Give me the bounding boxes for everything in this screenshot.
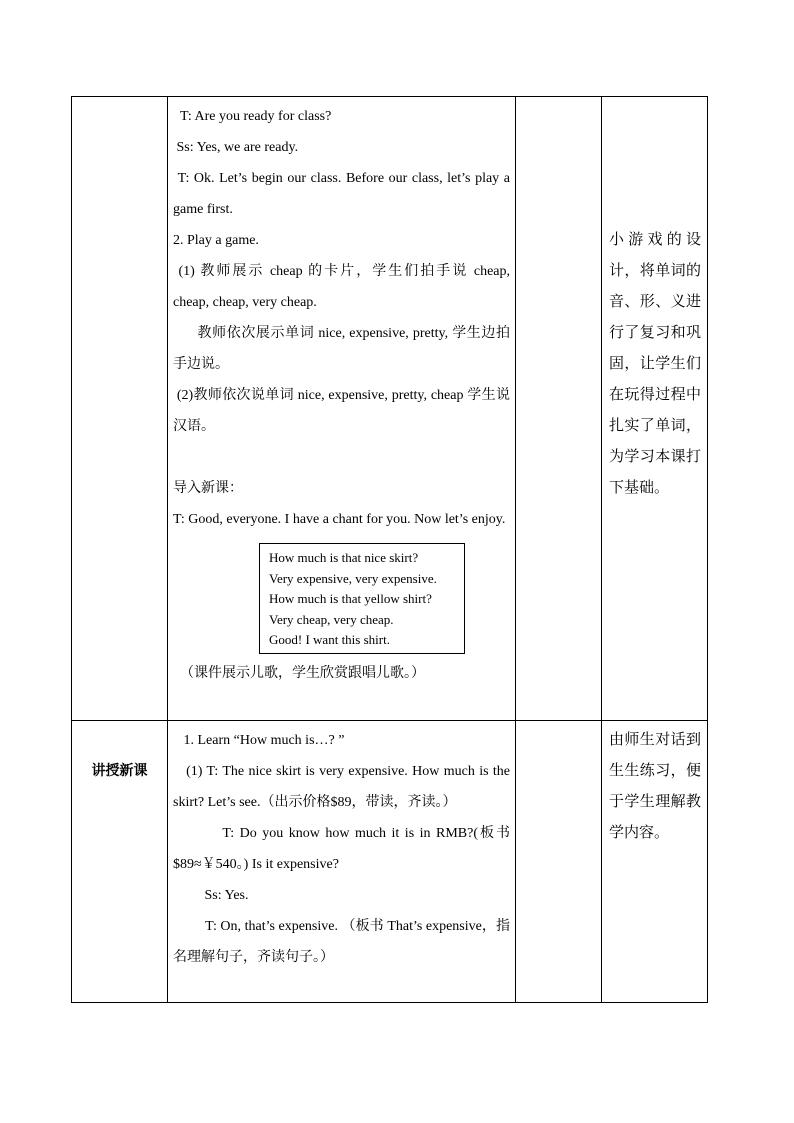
stage-cell — [72, 721, 168, 1003]
chant-line: Very cheap, very cheap. — [269, 611, 394, 627]
step-line: T: Good, everyone. I have a chant for you. Now let’s enjoy. — [173, 512, 506, 527]
table-row — [72, 97, 708, 721]
teaching-steps — [168, 97, 515, 689]
lesson-plan-table — [71, 96, 708, 1003]
design-note-cell — [602, 721, 708, 1003]
stage-cell — [72, 97, 168, 721]
chant-line: How much is that yellow shirt? — [269, 591, 432, 606]
chant-box — [259, 543, 465, 654]
step-line: （课件展示儿歌，学生欣赏跟唱儿歌。） — [173, 665, 425, 681]
step-line: T: Ok. Let’s begin our class. Before our class, let’s play a game first. — [173, 171, 510, 217]
design-note: 由师生对话到生生练习，便于学生理解教学内容。 — [609, 730, 701, 841]
table-row — [72, 721, 708, 1003]
blank-line — [173, 442, 510, 473]
chant-line: Very expensive, very expensive. — [269, 570, 437, 586]
step-line: T: Are you ready for class? — [173, 109, 332, 124]
step-line: Ss: Yes, we are ready. — [173, 140, 299, 155]
step-line: Ss: Yes. — [173, 888, 249, 903]
step-line: (1) T: The nice skirt is very expensive. How much is the skirt? Let’s see.（出示价格$89，带读，齐读。） — [173, 764, 510, 810]
teaching-steps — [168, 721, 515, 973]
step-line: (1) 教师展示 cheap 的卡片，学生们拍手说 cheap, cheap, cheap, very cheap. — [173, 264, 510, 310]
step-line: 1. Learn “How much is…? ” — [173, 733, 345, 748]
empty-cell — [516, 721, 602, 1003]
chant-line: How much is that nice skirt? — [269, 550, 419, 565]
stage-label: 讲授新课 — [91, 763, 148, 779]
step-line: 教师依次展示单词 nice, expensive, pretty, 学生边拍手边说。 — [173, 326, 510, 372]
design-note-cell — [602, 97, 708, 721]
empty-cell — [516, 97, 602, 721]
step-line: (2)教师依次说单词 nice, expensive, pretty, cheap 学生说汉语。 — [173, 388, 510, 434]
step-line: T: Do you know how much it is in RMB?(板书$89≈￥540。) Is it expensive? — [173, 826, 510, 872]
steps-cell — [168, 97, 516, 721]
step-line: 2. Play a game. — [173, 233, 259, 248]
steps-cell — [168, 721, 516, 1003]
step-line: 导入新课： — [173, 481, 243, 496]
design-note: 小游戏的设计，将单词的音、形、义进行了复习和巩固，让学生们在玩得过程中扎实了单词，为学习本课打下基础。 — [609, 230, 701, 496]
chant-line: Good! I want this shirt. — [269, 632, 390, 647]
step-line: T: On, that’s expensive. （板书 That’s expensive，指名理解句子，齐读句子。） — [173, 919, 510, 965]
